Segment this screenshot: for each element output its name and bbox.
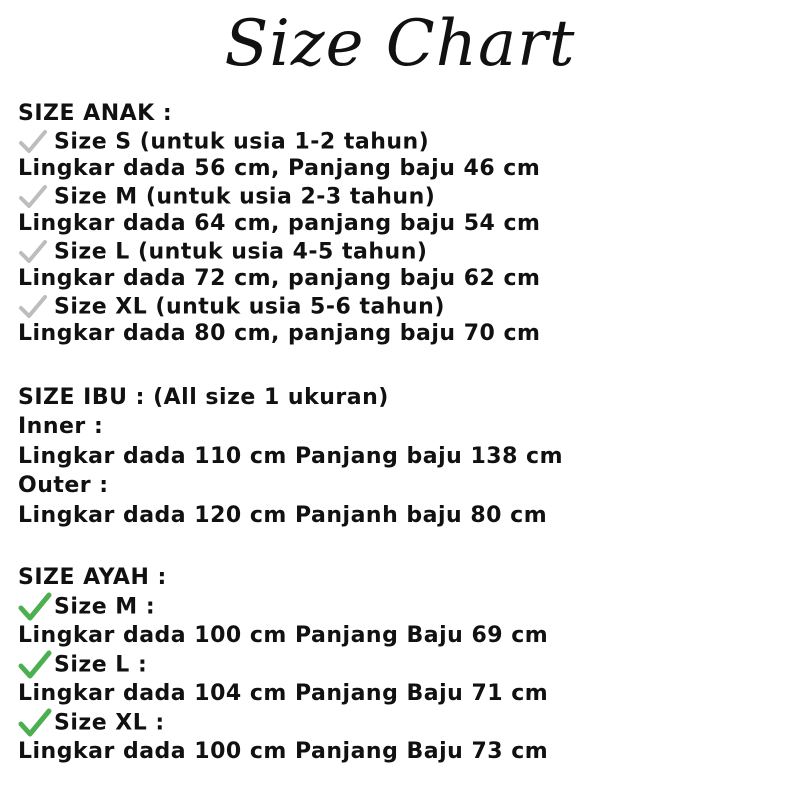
check-icon [18,294,54,320]
section-heading-ibu: SIZE IBU : (All size 1 ukuran) [18,384,389,410]
anak-size-m-detail: Lingkar dada 64 cm, panjang baju 54 cm [18,211,541,236]
ibu-outer-detail: Lingkar dada 120 cm Panjanh baju 80 cm [18,502,548,528]
anak-size-xl-label [18,293,788,321]
page-title: Size Chart [224,7,576,81]
check-icon [18,239,54,265]
check-icon [18,708,54,738]
anak-size-m-label [18,183,788,211]
size-label: Size S (untuk usia 1-2 tahun) [54,128,430,154]
anak-size-s-detail: Lingkar dada 56 cm, Panjang baju 46 cm [18,156,541,181]
ibu-inner-label: Inner : [18,414,104,439]
section-heading-ayah: SIZE AYAH : [18,565,167,590]
ayah-size-l-detail: Lingkar dada 104 cm Panjang Baju 71 cm [18,681,549,706]
section-heading-anak: SIZE ANAK : [18,101,173,126]
ibu-outer-label: Outer : [18,473,109,498]
anak-size-xl-detail: Lingkar dada 80 cm, panjang baju 70 cm [18,321,541,346]
size-chart-content [18,100,788,766]
section-anak [18,100,788,348]
anak-size-s-label [18,128,788,156]
anak-size-l-label [18,238,788,266]
section-ayah [18,563,788,766]
check-icon [18,650,54,680]
size-label: Size L : [54,652,148,678]
size-label: Size XL (untuk usia 5-6 tahun) [54,293,445,319]
size-label: Size L (untuk usia 4-5 tahun) [54,238,428,264]
size-label: Size XL : [54,710,165,736]
check-icon [18,184,54,210]
ayah-size-xl-detail: Lingkar dada 100 cm Panjang Baju 73 cm [18,739,549,764]
ayah-size-xl-label [18,708,788,737]
anak-size-l-detail: Lingkar dada 72 cm, panjang baju 62 cm [18,266,541,291]
ayah-size-m-detail: Lingkar dada 100 cm Panjang Baju 69 cm [18,623,549,648]
size-label: Size M : [54,594,156,620]
check-icon [18,129,54,155]
size-label: Size M (untuk usia 2-3 tahun) [54,183,436,209]
section-ibu [18,383,788,531]
ayah-size-m-label [18,592,788,621]
ibu-inner-detail: Lingkar dada 110 cm Panjang baju 138 cm [18,443,564,469]
check-icon [18,592,54,622]
ayah-size-l-label [18,650,788,679]
